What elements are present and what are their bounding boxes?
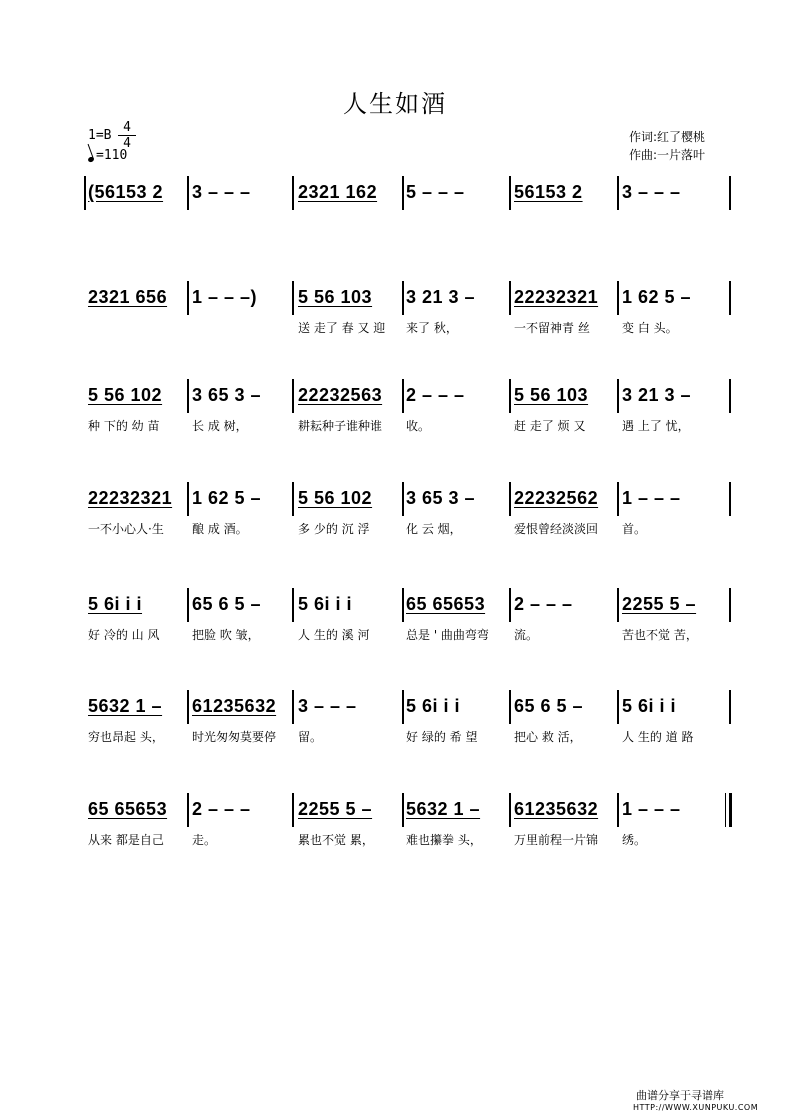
barline bbox=[402, 379, 404, 413]
score-system bbox=[84, 590, 729, 650]
barline bbox=[292, 379, 294, 413]
lyric-text: 绣。 bbox=[622, 833, 647, 847]
measure-notes: 5 56 102 bbox=[88, 385, 163, 405]
score-system bbox=[84, 692, 729, 752]
measure-notes: 1 – – –) bbox=[192, 287, 258, 307]
measure-notes: 1 – – – bbox=[622, 799, 681, 819]
lyric-text: 长 成 树， bbox=[192, 419, 248, 433]
barline bbox=[509, 482, 511, 516]
measure-notes: 2255 5 – bbox=[298, 799, 373, 819]
lyric-text: 苦也不觉 苦， bbox=[622, 628, 698, 642]
score-system bbox=[84, 795, 729, 855]
composer-credit: 作曲:一片落叶 bbox=[629, 148, 706, 162]
measure-notes: 65 65653 bbox=[88, 799, 168, 819]
barline bbox=[729, 281, 731, 315]
measure-notes: 5 6i i i bbox=[406, 696, 461, 716]
barline bbox=[729, 588, 731, 622]
barline bbox=[402, 281, 404, 315]
barline bbox=[617, 793, 619, 827]
lyric-text: 人 生的 溪 河 bbox=[298, 628, 370, 642]
measure-notes: 5 6i i i bbox=[298, 594, 353, 614]
measure-notes: 56153 2 bbox=[514, 182, 583, 202]
measure-notes: 65 65653 bbox=[406, 594, 486, 614]
barline bbox=[292, 176, 294, 210]
lyric-text: 赶 走了 烦 又 bbox=[514, 419, 586, 433]
lyric-text: 把脸 吹 皱， bbox=[192, 628, 260, 642]
lyric-text: 从来 都是自己 bbox=[88, 833, 164, 847]
barline bbox=[729, 176, 731, 210]
song-title: 人生如酒 bbox=[343, 90, 447, 118]
barline bbox=[292, 588, 294, 622]
barline bbox=[187, 176, 189, 210]
measure-notes: 5 – – – bbox=[406, 182, 465, 202]
lyric-text: 爱恨曾经淡淡回 bbox=[514, 522, 599, 536]
barline bbox=[617, 281, 619, 315]
measure-notes: 3 21 3 – bbox=[406, 287, 476, 307]
notation-row bbox=[84, 484, 729, 514]
barline bbox=[402, 482, 404, 516]
barline bbox=[509, 588, 511, 622]
barline bbox=[402, 690, 404, 724]
measure-notes: 5 56 102 bbox=[298, 488, 373, 508]
measure-notes: 2321 162 bbox=[298, 182, 378, 202]
measure-notes: 3 65 3 – bbox=[192, 385, 262, 405]
measure-notes: 61235632 bbox=[192, 696, 277, 716]
lyric-text: 把心 救 活， bbox=[514, 730, 582, 744]
lyric-text: 一不留神青 丝 bbox=[514, 321, 590, 335]
measure-notes: 3 21 3 – bbox=[622, 385, 692, 405]
lyric-text: 好 冷的 山 风 bbox=[88, 628, 160, 642]
barline bbox=[617, 588, 619, 622]
lyric-text: 首。 bbox=[622, 522, 647, 536]
barline bbox=[617, 690, 619, 724]
measure-notes: 65 6 5 – bbox=[514, 696, 584, 716]
measure-notes: 22232563 bbox=[298, 385, 383, 405]
measure-notes: 22232321 bbox=[88, 488, 173, 508]
barline bbox=[617, 379, 619, 413]
barline bbox=[292, 690, 294, 724]
barline bbox=[509, 379, 511, 413]
measure-notes: 5 6i i i bbox=[88, 594, 143, 614]
measure-notes: 2 – – – bbox=[192, 799, 251, 819]
tempo-value: =110 bbox=[96, 148, 128, 163]
barline bbox=[292, 281, 294, 315]
barline bbox=[509, 176, 511, 210]
lyric-text: 难也攥拳 头， bbox=[406, 833, 482, 847]
measure-notes: 3 – – – bbox=[298, 696, 357, 716]
barline bbox=[187, 281, 189, 315]
barline bbox=[509, 690, 511, 724]
footer-site-url: HTTP://WWW.XUNPUKU.COM bbox=[633, 1103, 759, 1112]
barline bbox=[402, 793, 404, 827]
measure-notes: 22232321 bbox=[514, 287, 599, 307]
lyric-text: 时光匆匆莫要停 bbox=[192, 730, 277, 744]
lyric-text: 累也不觉 累， bbox=[298, 833, 374, 847]
barline bbox=[402, 588, 404, 622]
measure-notes: 1 62 5 – bbox=[622, 287, 692, 307]
measure-notes: 22232562 bbox=[514, 488, 599, 508]
measure-notes: 5 6i i i bbox=[622, 696, 677, 716]
notation-row bbox=[84, 795, 729, 825]
notation-row bbox=[84, 178, 729, 208]
barline bbox=[509, 793, 511, 827]
measure-notes: 2 – – – bbox=[514, 594, 573, 614]
measure-notes: 65 6 5 – bbox=[192, 594, 262, 614]
lyric-text: 耕耘种子谁种谁 bbox=[298, 419, 383, 433]
key-signature: 1=B bbox=[88, 128, 112, 143]
barline bbox=[729, 793, 732, 827]
measure-notes: 5632 1 – bbox=[406, 799, 481, 819]
barline bbox=[729, 482, 731, 516]
barline bbox=[187, 690, 189, 724]
lyric-text: 种 下的 幼 苗 bbox=[88, 419, 160, 433]
lyric-text: 人 生的 道 路 bbox=[622, 730, 694, 744]
score-system bbox=[84, 381, 729, 441]
final-barline bbox=[725, 793, 726, 827]
barline bbox=[509, 281, 511, 315]
barline bbox=[187, 379, 189, 413]
measure-notes: 5 56 103 bbox=[298, 287, 373, 307]
lyric-text: 好 绿的 希 望 bbox=[406, 730, 478, 744]
lyric-text: 走。 bbox=[192, 833, 217, 847]
lyric-text: 遇 上了 忧， bbox=[622, 419, 690, 433]
measure-notes: 3 – – – bbox=[192, 182, 251, 202]
lyric-text: 来了 秋， bbox=[406, 321, 458, 335]
lyric-text: 送 走了 春 又 迎 bbox=[298, 321, 386, 335]
measure-notes: 2321 656 bbox=[88, 287, 168, 307]
measure-notes: 61235632 bbox=[514, 799, 599, 819]
score-system bbox=[84, 484, 729, 544]
barline bbox=[617, 482, 619, 516]
notation-row bbox=[84, 283, 729, 313]
barline bbox=[84, 176, 86, 210]
quarter-note-icon bbox=[87, 156, 94, 163]
lyric-text: 留。 bbox=[298, 730, 323, 744]
measure-notes: 2255 5 – bbox=[622, 594, 697, 614]
barline bbox=[729, 690, 731, 724]
barline bbox=[617, 176, 619, 210]
score-system bbox=[84, 178, 729, 238]
barline bbox=[187, 482, 189, 516]
measure-notes: 5 56 103 bbox=[514, 385, 589, 405]
tempo-marking bbox=[88, 148, 127, 163]
notation-row bbox=[84, 381, 729, 411]
lyric-text: 一不小心人·生 bbox=[88, 522, 164, 536]
measure-notes: 3 – – – bbox=[622, 182, 681, 202]
score-system bbox=[84, 283, 729, 343]
measure-notes: 3 65 3 – bbox=[406, 488, 476, 508]
barline bbox=[729, 379, 731, 413]
lyric-text: 酿 成 酒。 bbox=[192, 522, 248, 536]
lyric-text: 流。 bbox=[514, 628, 539, 642]
measure-notes: 1 – – – bbox=[622, 488, 681, 508]
lyric-text: 万里前程一片锦 bbox=[514, 833, 599, 847]
lyric-text: 收。 bbox=[406, 419, 431, 433]
lyric-text: 多 少的 沉 浮 bbox=[298, 522, 370, 536]
lyric-text: 穷也昂起 头， bbox=[88, 730, 164, 744]
time-signature-bottom: 4 bbox=[123, 136, 131, 151]
notation-row bbox=[84, 692, 729, 722]
lyric-text: 总是 ' 曲曲弯弯 bbox=[406, 628, 489, 642]
lyricist-credit: 作词:红了樱桃 bbox=[629, 130, 706, 144]
measure-notes: (56153 2 bbox=[88, 182, 164, 202]
barline bbox=[402, 176, 404, 210]
barline bbox=[187, 588, 189, 622]
lyric-text: 变 白 头。 bbox=[622, 321, 678, 335]
barline bbox=[292, 793, 294, 827]
lyric-text: 化 云 烟， bbox=[406, 522, 462, 536]
notation-row bbox=[84, 590, 729, 620]
measure-notes: 2 – – – bbox=[406, 385, 465, 405]
footer-site-name: 曲谱分享于寻谱库 bbox=[636, 1089, 724, 1102]
barline bbox=[292, 482, 294, 516]
time-signature bbox=[118, 120, 136, 151]
time-signature-top: 4 bbox=[118, 120, 136, 136]
measure-notes: 5632 1 – bbox=[88, 696, 163, 716]
measure-notes: 1 62 5 – bbox=[192, 488, 262, 508]
barline bbox=[187, 793, 189, 827]
